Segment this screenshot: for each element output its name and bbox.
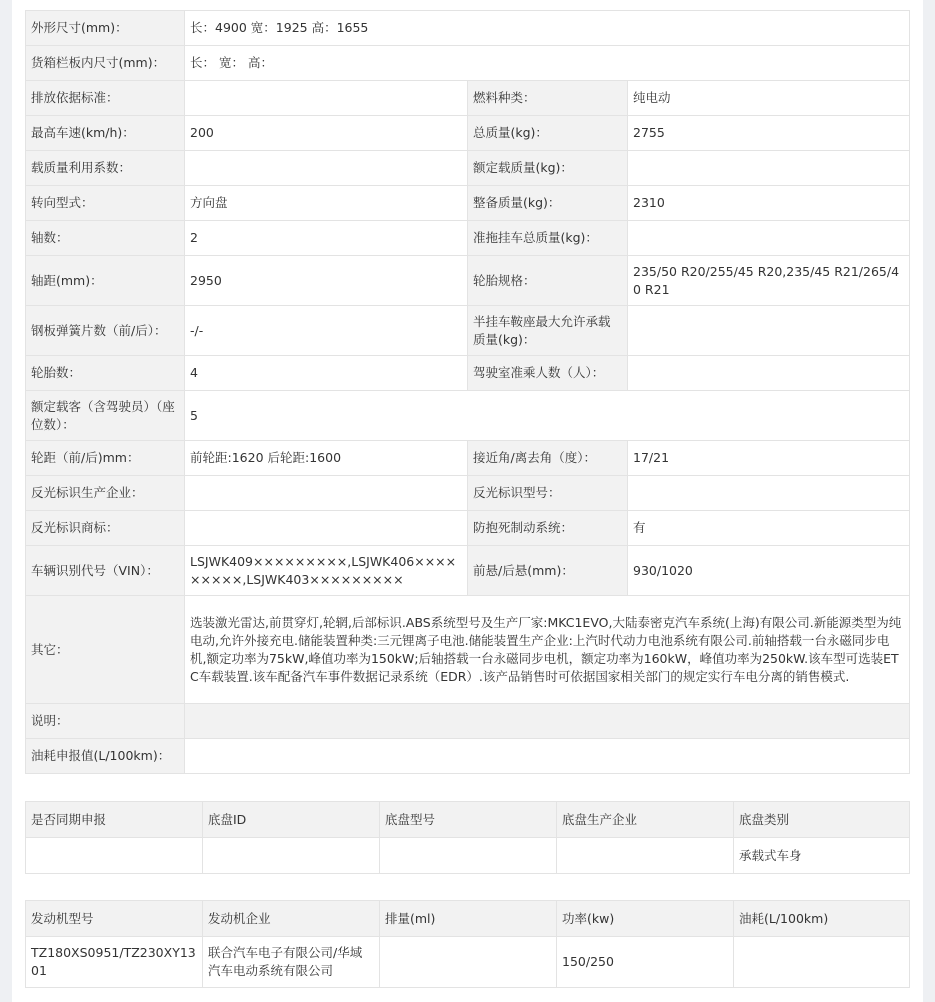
cargo-value: 长： 宽： 高： bbox=[185, 46, 910, 81]
abs-value: 有 bbox=[628, 511, 910, 546]
chassis-id-value bbox=[203, 838, 380, 874]
steering-label: 转向型式： bbox=[26, 186, 185, 221]
chassis-header-model: 底盘型号 bbox=[380, 802, 557, 838]
rated-load-label: 额定载质量(kg)： bbox=[468, 151, 628, 186]
track-label: 轮距（前/后)mm： bbox=[26, 441, 185, 476]
track-value: 前轮距:1620 后轮距:1600 bbox=[185, 441, 468, 476]
table-row bbox=[26, 306, 910, 356]
table-row bbox=[26, 256, 910, 306]
wheelbase-label: 轴距(mm)： bbox=[26, 256, 185, 306]
passengers-label: 额定载客（含驾驶员）（座位数）： bbox=[26, 391, 185, 441]
chassis-header-sync: 是否同期申报 bbox=[26, 802, 203, 838]
chassis-type-value: 承载式车身 bbox=[734, 838, 910, 874]
emission-value bbox=[185, 81, 468, 116]
gross-mass-value: 2755 bbox=[628, 116, 910, 151]
tires-label: 轮胎数： bbox=[26, 356, 185, 391]
reflector-maker-label: 反光标识生产企业： bbox=[26, 476, 185, 511]
tire-spec-value: 235/50 R20/255/45 R20,235/45 R21/265/40 R21 bbox=[628, 256, 910, 306]
engine-power-value: 150/250 bbox=[557, 937, 734, 988]
fuel-consumption-label: 油耗申报值(L/100km)： bbox=[26, 739, 185, 774]
engine-header-model: 发动机型号 bbox=[26, 901, 203, 937]
spec-card bbox=[12, 0, 923, 1002]
table-row bbox=[26, 46, 910, 81]
dimensions-value: 长：4900 宽：1925 高：1655 bbox=[185, 11, 910, 46]
engine-displacement-value bbox=[380, 937, 557, 988]
chassis-header-id: 底盘ID bbox=[203, 802, 380, 838]
other-label: 其它： bbox=[26, 596, 185, 704]
cab-seats-label: 驾驶室准乘人数（人）： bbox=[468, 356, 628, 391]
overhang-value: 930/1020 bbox=[628, 546, 910, 596]
table-row bbox=[26, 221, 910, 256]
reflector-brand-label: 反光标识商标： bbox=[26, 511, 185, 546]
vehicle-parameters-table bbox=[25, 10, 910, 774]
wheelbase-value: 2950 bbox=[185, 256, 468, 306]
reflector-model-label: 反光标识型号： bbox=[468, 476, 628, 511]
engine-consumption-value bbox=[734, 937, 910, 988]
table-header-row bbox=[26, 802, 910, 838]
table-row bbox=[26, 937, 910, 988]
notes-label: 说明： bbox=[26, 704, 185, 739]
overhang-label: 前悬/后悬(mm)： bbox=[468, 546, 628, 596]
table-row bbox=[26, 391, 910, 441]
chassis-table bbox=[25, 801, 910, 874]
table-header-row bbox=[26, 901, 910, 937]
axles-value: 2 bbox=[185, 221, 468, 256]
fuel-consumption-value bbox=[185, 739, 910, 774]
table-row bbox=[26, 116, 910, 151]
top-speed-label: 最高车速(km/h)： bbox=[26, 116, 185, 151]
steering-value: 方向盘 bbox=[185, 186, 468, 221]
table-row bbox=[26, 476, 910, 511]
engine-header-consumption: 油耗(L/100km) bbox=[734, 901, 910, 937]
other-value: 选装激光雷达,前贯穿灯,轮辋,后部标识.ABS系统型号及生产厂家:MKC1EVO,大陆泰密克汽车系统(上海)有限公司.新能源类型为纯电动,允许外接充电.储能装置种类:三元锂离子电池.储能装置生产企业:上汽时代动力电池系统有限公司.前轴搭载一台永磁同步电机,额定功率为75kW,峰值功率为150kW;后轴搭载一台永磁同步电机，额定功率为160kW，峰值功率为250kW.该车型可选装ETC车载装置.该车配备汽车事件数据记录系统（EDR）.该产品销售时可依据国家相关部门的规定实行车电分离的销售模式. bbox=[185, 596, 910, 704]
reflector-model-value bbox=[628, 476, 910, 511]
cargo-label: 货箱栏板内尺寸(mm)： bbox=[26, 46, 185, 81]
gross-mass-label: 总质量(kg)： bbox=[468, 116, 628, 151]
emission-label: 排放依据标准： bbox=[26, 81, 185, 116]
approach-label: 接近角/离去角（度）： bbox=[468, 441, 628, 476]
reflector-brand-value bbox=[185, 511, 468, 546]
engine-header-power: 功率(kw) bbox=[557, 901, 734, 937]
load-util-label: 载质量利用系数： bbox=[26, 151, 185, 186]
tire-spec-label: 轮胎规格： bbox=[468, 256, 628, 306]
table-row bbox=[26, 81, 910, 116]
table-row bbox=[26, 546, 910, 596]
chassis-header-maker: 底盘生产企业 bbox=[557, 802, 734, 838]
fifth-wheel-label: 半挂车鞍座最大允许承载质量(kg)： bbox=[468, 306, 628, 356]
chassis-sync-value bbox=[26, 838, 203, 874]
approach-value: 17/21 bbox=[628, 441, 910, 476]
table-row bbox=[26, 739, 910, 774]
table-row bbox=[26, 838, 910, 874]
leaf-spring-value: -/- bbox=[185, 306, 468, 356]
vin-value: LSJWK409×××××××××,LSJWK406×××××××××,LSJWK403××××××××× bbox=[185, 546, 468, 596]
chassis-maker-value bbox=[557, 838, 734, 874]
curb-mass-label: 整备质量(kg)： bbox=[468, 186, 628, 221]
engine-header-maker: 发动机企业 bbox=[203, 901, 380, 937]
table-row bbox=[26, 186, 910, 221]
cab-seats-value bbox=[628, 356, 910, 391]
trailer-mass-value bbox=[628, 221, 910, 256]
passengers-value: 5 bbox=[185, 391, 910, 441]
engine-table bbox=[25, 900, 910, 988]
notes-value bbox=[185, 704, 910, 739]
table-row bbox=[26, 441, 910, 476]
engine-header-displacement: 排量(ml) bbox=[380, 901, 557, 937]
top-speed-value: 200 bbox=[185, 116, 468, 151]
leaf-spring-label: 钢板弹簧片数（前/后）： bbox=[26, 306, 185, 356]
rated-load-value bbox=[628, 151, 910, 186]
engine-maker-value: 联合汽车电子有限公司/华域汽车电动系统有限公司 bbox=[203, 937, 380, 988]
fuel-value: 纯电动 bbox=[628, 81, 910, 116]
table-row bbox=[26, 151, 910, 186]
axles-label: 轴数： bbox=[26, 221, 185, 256]
table-row bbox=[26, 11, 910, 46]
trailer-mass-label: 准拖挂车总质量(kg)： bbox=[468, 221, 628, 256]
chassis-model-value bbox=[380, 838, 557, 874]
engine-model-value: TZ180XS0951/TZ230XY1301 bbox=[26, 937, 203, 988]
table-row bbox=[26, 356, 910, 391]
table-row bbox=[26, 596, 910, 704]
table-row bbox=[26, 704, 910, 739]
dimensions-label: 外形尺寸(mm)： bbox=[26, 11, 185, 46]
abs-label: 防抱死制动系统： bbox=[468, 511, 628, 546]
table-row bbox=[26, 511, 910, 546]
vin-label: 车辆识别代号（VIN）： bbox=[26, 546, 185, 596]
fifth-wheel-value bbox=[628, 306, 910, 356]
load-util-value bbox=[185, 151, 468, 186]
reflector-maker-value bbox=[185, 476, 468, 511]
chassis-header-type: 底盘类别 bbox=[734, 802, 910, 838]
fuel-label: 燃料种类： bbox=[468, 81, 628, 116]
curb-mass-value: 2310 bbox=[628, 186, 910, 221]
tires-value: 4 bbox=[185, 356, 468, 391]
